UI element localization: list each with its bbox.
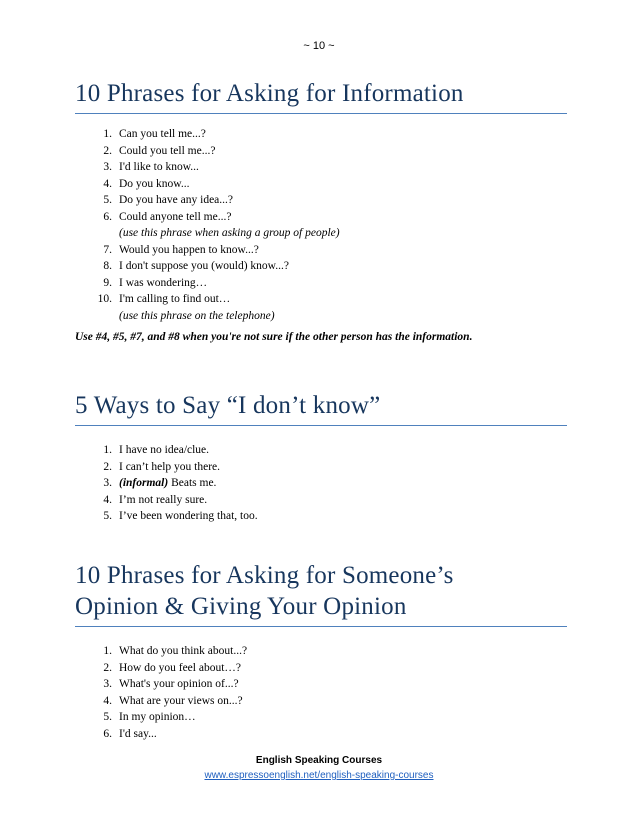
usage-note: Use #4, #5, #7, and #8 when you're not sure if the other person has the information. xyxy=(75,331,473,343)
list-item xyxy=(75,291,567,324)
list-item xyxy=(75,159,567,176)
list-item xyxy=(75,492,567,509)
item-text: Can you tell me...? xyxy=(119,128,206,140)
item-text: I have no idea/clue. xyxy=(119,444,210,456)
list-item xyxy=(75,126,567,143)
section-title: 5 Ways to Say “I don’t know” xyxy=(75,390,567,426)
item-text: What do you think about...? xyxy=(119,645,248,657)
item-text: Would you happen to know...? xyxy=(119,243,259,256)
list-item xyxy=(75,475,567,492)
item-number: 6. xyxy=(103,727,112,740)
section-opinion xyxy=(75,560,567,742)
footer-title: English Speaking Courses xyxy=(255,755,383,766)
phrase-list xyxy=(75,442,567,525)
section-title: 10 Phrases for Asking for Information xyxy=(75,78,567,114)
list-item xyxy=(75,643,567,660)
item-number: 7. xyxy=(103,243,112,256)
item-number: 6. xyxy=(103,210,112,223)
item-number: 2. xyxy=(103,661,112,674)
item-text: Could you tell me...? xyxy=(119,144,216,157)
item-number: 4. xyxy=(103,493,112,506)
item-number: 4. xyxy=(103,177,112,190)
list-item xyxy=(75,176,567,193)
list-item xyxy=(75,442,567,459)
list-item xyxy=(75,459,567,476)
item-number: 5. xyxy=(103,194,112,206)
item-number: 3. xyxy=(103,678,112,690)
item-number: 1. xyxy=(103,444,112,456)
item-text: I don't suppose you (would) know...? xyxy=(119,260,289,272)
item-note: (use this phrase when asking a group of people) xyxy=(119,227,340,239)
title-line: 10 Phrases for Asking for Someone’s xyxy=(75,562,454,589)
item-text: I'd say... xyxy=(119,727,157,740)
item-number: 1. xyxy=(103,645,112,657)
item-number: 1. xyxy=(103,128,112,140)
item-text: I was wondering… xyxy=(119,276,208,289)
item-number: 9. xyxy=(103,276,112,289)
list-item xyxy=(75,676,567,693)
item-number: 10. xyxy=(97,293,112,305)
list-item xyxy=(75,508,567,525)
list-item xyxy=(75,275,567,292)
list-item xyxy=(75,242,567,259)
item-number: 3. xyxy=(103,477,112,489)
item-text: What are your views on...? xyxy=(119,694,243,707)
item-text: I’ve been wondering that, too. xyxy=(119,510,258,522)
item-text: Beats me. xyxy=(168,477,217,489)
section-title xyxy=(75,560,567,627)
item-text: In my opinion… xyxy=(119,711,196,723)
item-number: 5. xyxy=(103,711,112,723)
page-footer xyxy=(0,753,638,783)
item-number: 5. xyxy=(103,510,112,522)
list-item xyxy=(75,143,567,160)
phrase-list xyxy=(75,643,567,742)
item-text: I can’t help you there. xyxy=(119,460,221,473)
list-item xyxy=(75,258,567,275)
list-item xyxy=(75,192,567,209)
footer-link[interactable]: www.espressoenglish.net/english-speaking-courses xyxy=(204,770,434,781)
list-item xyxy=(75,709,567,726)
item-number: 2. xyxy=(103,460,112,473)
item-text: What's your opinion of...? xyxy=(119,678,239,690)
item-text: How do you feel about…? xyxy=(119,661,241,674)
page-number: ~ 10 ~ xyxy=(303,40,335,52)
list-item xyxy=(75,726,567,743)
item-text: Could anyone tell me...? xyxy=(119,210,232,223)
list-item xyxy=(75,209,567,242)
item-text: I’m not really sure. xyxy=(119,493,208,506)
phrase-list xyxy=(75,126,567,324)
list-item xyxy=(75,660,567,677)
title-line: Opinion & Giving Your Opinion xyxy=(75,593,407,620)
item-number: 3. xyxy=(103,161,112,173)
list-item xyxy=(75,693,567,710)
item-number: 2. xyxy=(103,144,112,157)
section-asking-information xyxy=(75,78,567,343)
item-number: 4. xyxy=(103,694,112,707)
item-note: (use this phrase on the telephone) xyxy=(119,309,275,322)
item-text: I'd like to know... xyxy=(119,161,199,173)
item-number: 8. xyxy=(103,260,112,272)
item-text: Do you have any idea...? xyxy=(119,194,234,206)
section-i-dont-know xyxy=(75,390,567,525)
item-text: Do you know... xyxy=(119,177,190,190)
informal-label: (informal) xyxy=(119,477,169,489)
item-text: I'm calling to find out… xyxy=(119,293,231,305)
